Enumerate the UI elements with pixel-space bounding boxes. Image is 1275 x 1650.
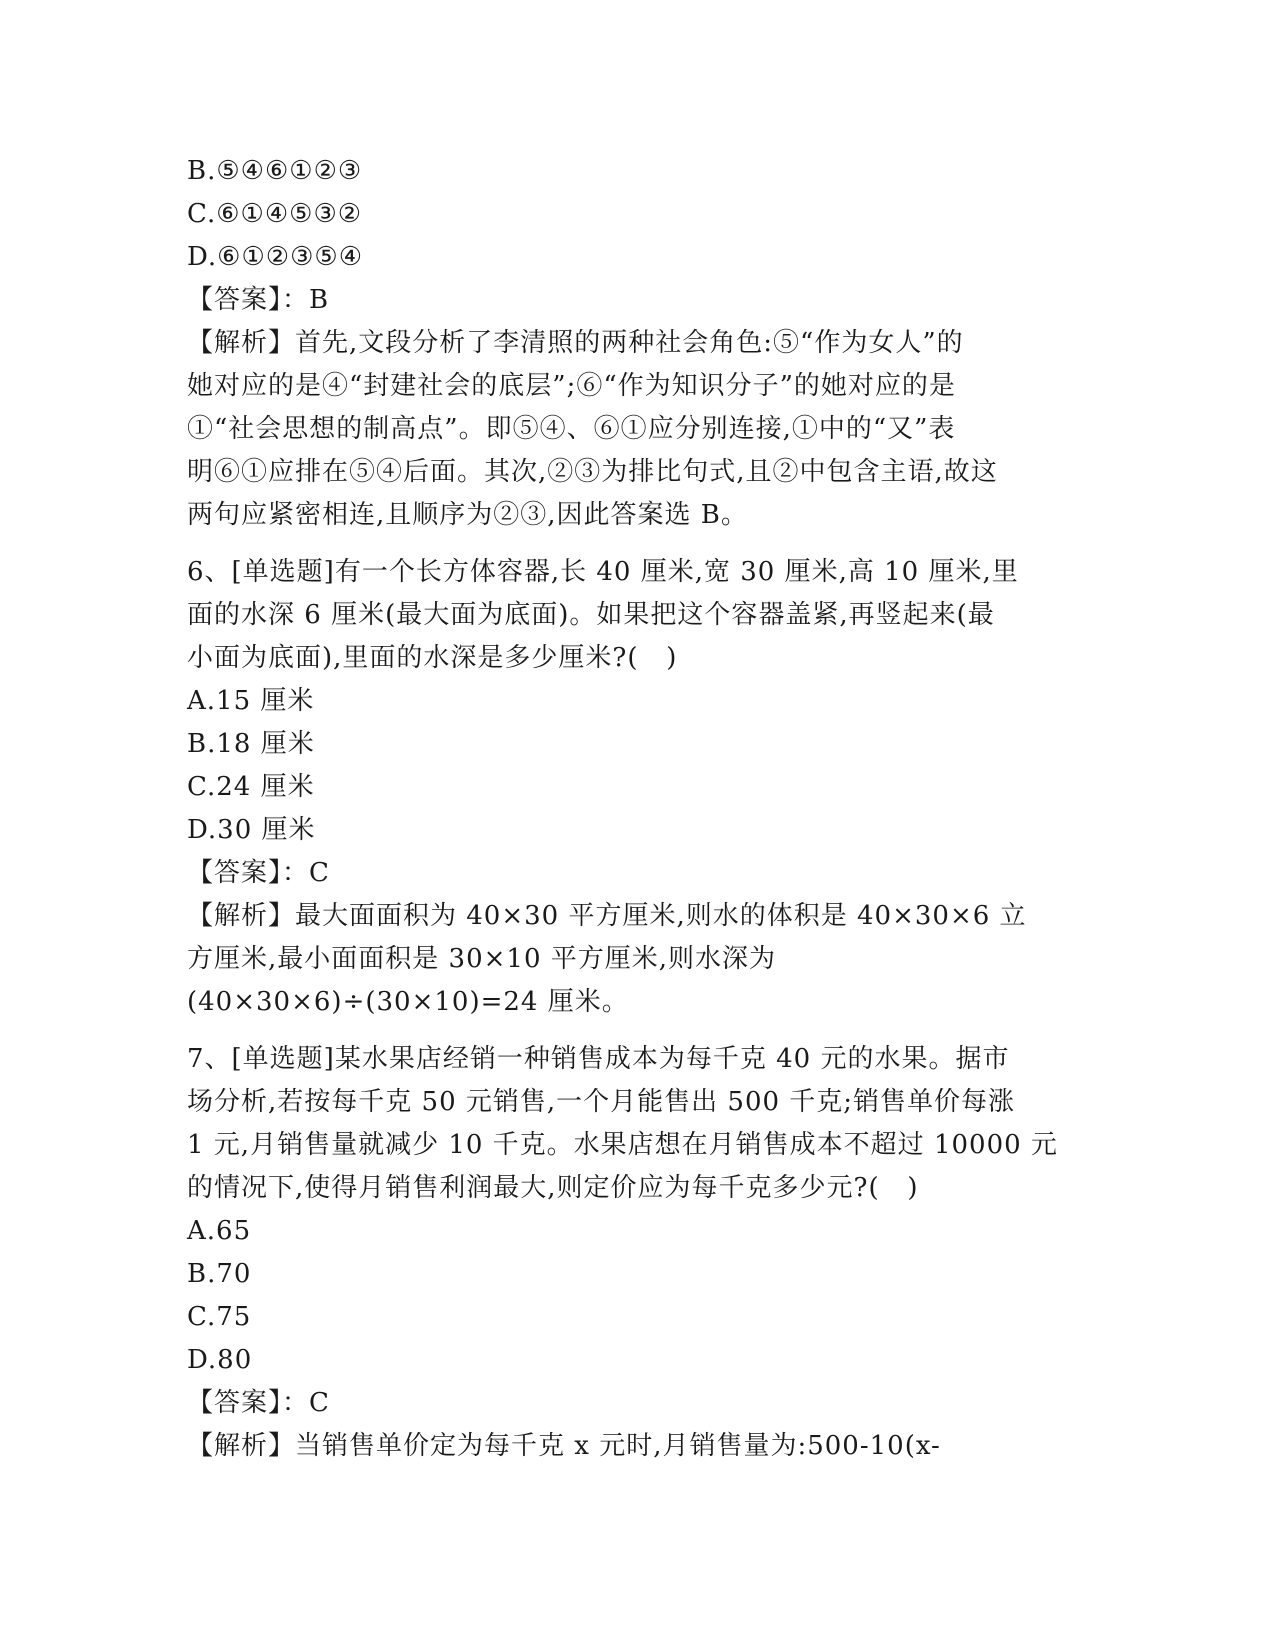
paragraph-gap <box>187 1024 1087 1038</box>
q7-option-b: B.70 <box>187 1259 252 1289</box>
q7-stem-line-4: 的情况下,使得月销售利润最大,则定价应为每千克多少元?( ) <box>187 1173 919 1203</box>
q5-option-b: B.⑤④⑥①②③ <box>187 156 363 186</box>
q6-option-b: B.18 厘米 <box>187 729 315 759</box>
q7-stem-line-3: 1 元,月销售量就减少 10 千克。水果店想在月销售成本不超过 10000 元 <box>187 1130 1058 1160</box>
q5-analysis-line-5: 两句应紧密相连,且顺序为②③,因此答案选 B。 <box>187 500 748 530</box>
q6-answer: 【答案】：C <box>187 858 330 888</box>
q7-answer: 【答案】：C <box>187 1388 330 1418</box>
q6-option-c: C.24 厘米 <box>187 772 315 802</box>
q6-option-a: A.15 厘米 <box>187 686 315 716</box>
question-6-block <box>187 551 1087 1024</box>
q5-answer: 【答案】：B <box>187 285 330 315</box>
q5-analysis-line-3: ①“社会思想的制高点”。即⑤④、⑥①应分别连接,①中的“又”表 <box>187 414 956 444</box>
paragraph-gap <box>187 537 1087 551</box>
q5-option-d: D.⑥①②③⑤④ <box>187 242 364 272</box>
q6-option-d: D.30 厘米 <box>187 815 316 845</box>
q5-analysis-line-1: 【解析】首先,文段分析了李清照的两种社会角色:⑤“作为女人”的 <box>187 328 964 358</box>
q5-option-c: C.⑥①④⑤③② <box>187 199 363 229</box>
q7-stem-line-2: 场分析,若按每千克 50 元销售,一个月能售出 500 千克;销售单价每涨 <box>187 1087 1016 1117</box>
q6-analysis-line-1: 【解析】最大面面积为 40×30 平方厘米,则水的体积是 40×30×6 立 <box>187 901 1027 931</box>
document-page <box>187 150 1087 1468</box>
question-5-block <box>187 150 1087 537</box>
q6-analysis-line-2: 方厘米,最小面面积是 30×10 平方厘米,则水深为 <box>187 944 777 974</box>
q7-analysis-line-1: 【解析】当销售单价定为每千克 x 元时,月销售量为:500-10(x- <box>187 1431 941 1461</box>
q5-analysis-line-4: 明⑥①应排在⑤④后面。其次,②③为排比句式,且②中包含主语,故这 <box>187 457 998 487</box>
q6-stem-line-2: 面的水深 6 厘米(最大面为底面)。如果把这个容器盖紧,再竖起来(最 <box>187 600 995 630</box>
q6-stem-line-3: 小面为底面),里面的水深是多少厘米?( ) <box>187 643 678 673</box>
q7-stem-line-1: 7、[单选题]某水果店经销一种销售成本为每千克 40 元的水果。据市 <box>187 1044 1010 1074</box>
q6-stem-line-1: 6、[单选题]有一个长方体容器,长 40 厘米,宽 30 厘米,高 10 厘米,里 <box>187 557 1019 587</box>
question-7-block <box>187 1038 1087 1468</box>
q7-option-c: C.75 <box>187 1302 252 1332</box>
q7-option-a: A.65 <box>187 1216 252 1246</box>
q7-option-d: D.80 <box>187 1345 253 1375</box>
q6-analysis-line-3: (40×30×6)÷(30×10)=24 厘米。 <box>187 987 629 1017</box>
q5-analysis-line-2: 她对应的是④“封建社会的底层”;⑥“作为知识分子”的她对应的是 <box>187 371 956 401</box>
